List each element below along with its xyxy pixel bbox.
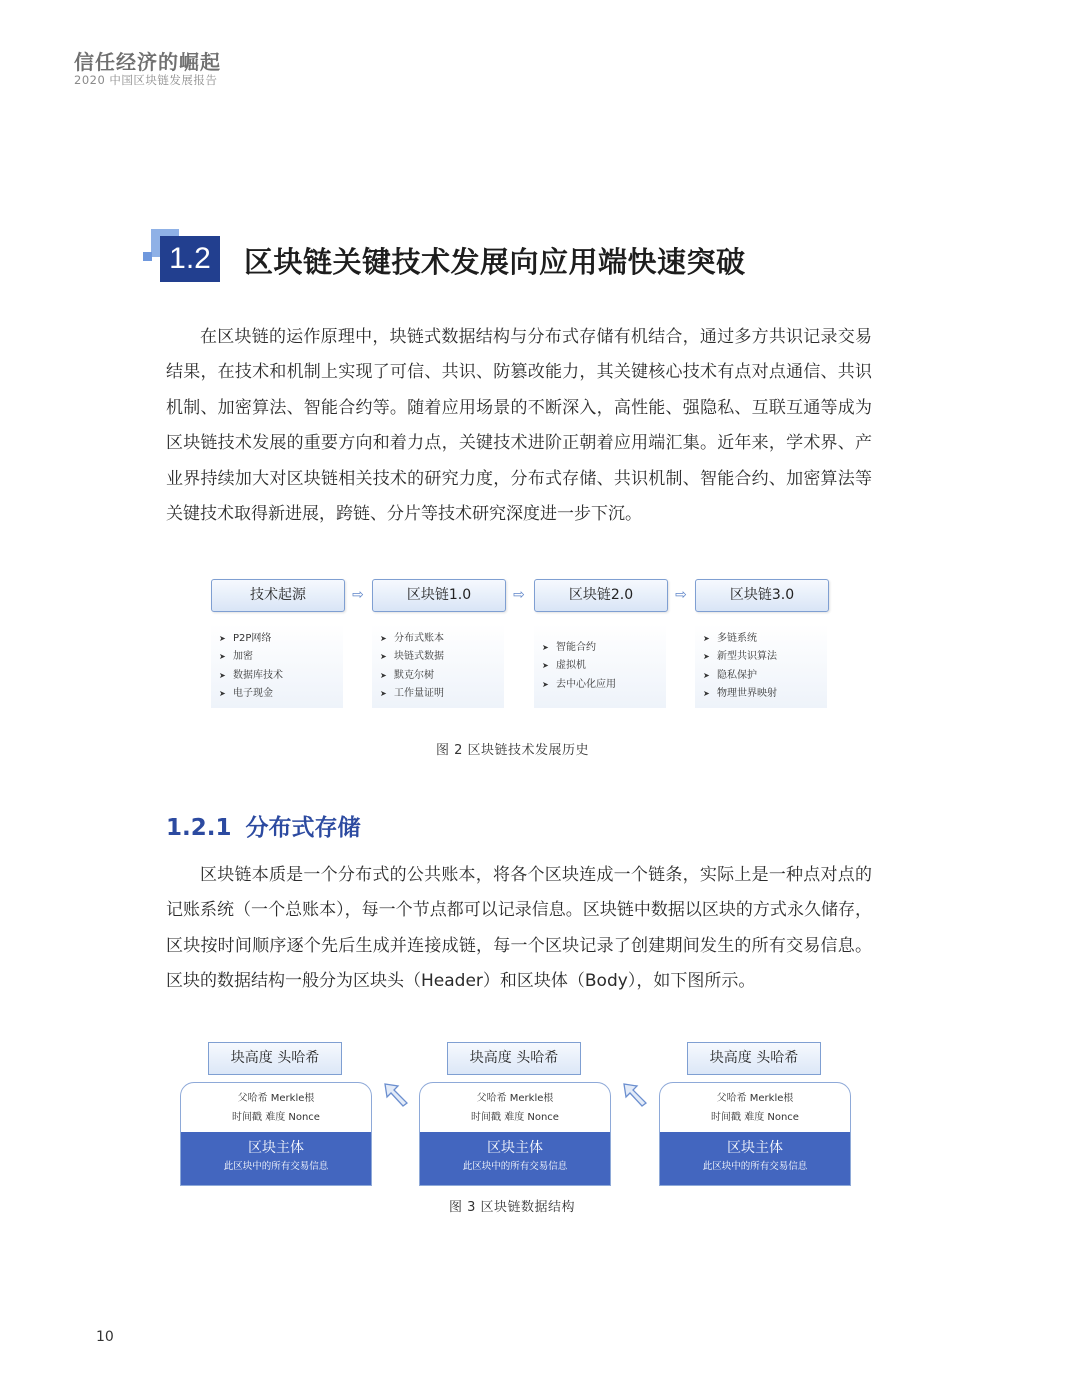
bullet-arrow-icon: ➤ — [703, 634, 710, 643]
arrow-right-icon: ⇨ — [675, 587, 687, 603]
section-number: 1.2 — [160, 236, 220, 282]
header-fields: 父哈希 Merkle根 — [716, 1093, 794, 1104]
block-header-tab: 块高度 头哈希 — [208, 1042, 342, 1075]
block-body — [181, 1132, 371, 1185]
stage-items — [211, 624, 343, 708]
block-body-desc: 此区块中的所有交易信息 — [462, 1161, 568, 1172]
stage-items — [534, 624, 666, 708]
list-item: ➤ 默克尔树 — [380, 667, 504, 685]
block — [180, 1082, 372, 1186]
block-header-tab: 块高度 头哈希 — [447, 1042, 581, 1075]
stage-items — [695, 624, 827, 708]
list-item: ➤ 数据库技术 — [219, 667, 343, 685]
page-number: 10 — [96, 1329, 114, 1345]
bullet-arrow-icon: ➤ — [542, 661, 549, 671]
block-body-title: 区块主体 — [248, 1140, 304, 1156]
subsection-label: 分布式存储 — [245, 815, 361, 841]
paragraph-text: 在区块链的运作原理中，块链式数据结构与分布式存储有机结合，通过多方共识记录交易结果，在技术和机制上实现了可信、共识、防篡改能力，其关键核心技术有点对点通信、共识机制、加密算法、智能合约等。随着应用场景的不断深入，高性能、强隐私、互联互通等成为区块链技术发展的重要方向和着力点，关键技术进阶正朝着应用端汇集。近年来，学术界、产业界持续加大对区块链相关技术的研究力度，分布式存储、共识机制、智能合约、加密算法等关键技术取得新进展，跨链、分片等技术研究深度进一步下沉。 — [166, 327, 872, 525]
header-fields: 时间戳 难度 Nonce — [471, 1112, 559, 1123]
stage-box: 区块链2.0 — [534, 579, 668, 612]
intro-paragraph — [166, 320, 872, 532]
list-item: ➤ 去中心化应用 — [542, 676, 666, 694]
list-item: ➤ 多链系统 — [703, 630, 827, 648]
block — [419, 1082, 611, 1186]
block-header — [181, 1083, 371, 1132]
figure-caption: 图 2 区块链技术发展历史 — [436, 743, 590, 758]
block-header — [420, 1083, 610, 1132]
block-body — [420, 1132, 610, 1185]
block-body-desc: 此区块中的所有交易信息 — [702, 1161, 808, 1172]
block-body — [660, 1132, 850, 1185]
list-item: ➤ 智能合约 — [542, 639, 666, 657]
report-subtitle: 2020 中国区块链发展报告 — [74, 73, 218, 87]
report-title: 信任经济的崛起 — [74, 50, 221, 74]
bullet-arrow-icon: ➤ — [380, 634, 387, 643]
bullet-arrow-icon: ➤ — [219, 689, 226, 699]
block-header-tab: 块高度 头哈希 — [687, 1042, 821, 1075]
heading-decoration-small — [143, 252, 152, 261]
bullet-arrow-icon: ➤ — [380, 670, 387, 680]
stage-box: 区块链3.0 — [695, 579, 829, 612]
header-fields: 时间戳 难度 Nonce — [711, 1112, 799, 1123]
section-title: 区块链关键技术发展向应用端快速突破 — [244, 245, 746, 279]
figure-caption: 图 3 区块链数据结构 — [449, 1200, 576, 1215]
subsection-number: 1.2.1 — [166, 815, 232, 841]
list-item: ➤ 虚拟机 — [542, 657, 666, 675]
header-fields: 时间戳 难度 Nonce — [232, 1112, 320, 1123]
link-arrow-icon — [621, 1081, 649, 1109]
list-item: ➤ 物理世界映射 — [703, 685, 827, 703]
bullet-arrow-icon: ➤ — [219, 670, 226, 680]
list-item: ➤ P2P网络 — [219, 630, 343, 648]
bullet-arrow-icon: ➤ — [380, 689, 387, 699]
stage-box: 技术起源 — [211, 579, 345, 612]
bullet-arrow-icon: ➤ — [542, 643, 549, 652]
arrow-right-icon: ⇨ — [513, 587, 525, 603]
list-item: ➤ 块链式数据 — [380, 648, 504, 666]
list-item: ➤ 加密 — [219, 648, 343, 666]
bullet-arrow-icon: ➤ — [219, 634, 226, 643]
storage-paragraph — [166, 858, 872, 1000]
block-header — [660, 1083, 850, 1132]
list-item: ➤ 电子现金 — [219, 685, 343, 703]
bullet-arrow-icon: ➤ — [380, 652, 387, 662]
bullet-arrow-icon: ➤ — [219, 652, 226, 662]
stage-items — [372, 624, 504, 708]
bullet-arrow-icon: ➤ — [542, 679, 549, 689]
bullet-arrow-icon: ➤ — [703, 689, 710, 699]
header-fields: 父哈希 Merkle根 — [237, 1093, 315, 1104]
subsection-title — [166, 809, 361, 842]
paragraph-text: 区块链本质是一个分布式的公共账本，将各个区块连成一个链条，实际上是一种点对点的记账系统（一个总账本），每一个节点都可以记录信息。区块链中数据以区块的方式永久储存，区块按时间顺序逐个先后生成并连接成链，每一个区块记录了创建期间发生的所有交易信息。区块的数据结构一般分为区块头（Header）和区块体（Body），如下图所示。 — [166, 865, 872, 992]
stage-box: 区块链1.0 — [372, 579, 506, 612]
list-item: ➤ 隐私保护 — [703, 667, 827, 685]
header-fields: 父哈希 Merkle根 — [476, 1093, 554, 1104]
list-item: ➤ 分布式账本 — [380, 630, 504, 648]
block-body-title: 区块主体 — [487, 1140, 543, 1156]
bullet-arrow-icon: ➤ — [703, 652, 710, 662]
block-body-desc: 此区块中的所有交易信息 — [223, 1161, 329, 1172]
block-body-title: 区块主体 — [727, 1140, 783, 1156]
arrow-right-icon: ⇨ — [352, 587, 364, 603]
list-item: ➤ 工作量证明 — [380, 685, 504, 703]
link-arrow-icon — [382, 1081, 410, 1109]
list-item: ➤ 新型共识算法 — [703, 648, 827, 666]
block — [659, 1082, 851, 1186]
bullet-arrow-icon: ➤ — [703, 670, 710, 680]
